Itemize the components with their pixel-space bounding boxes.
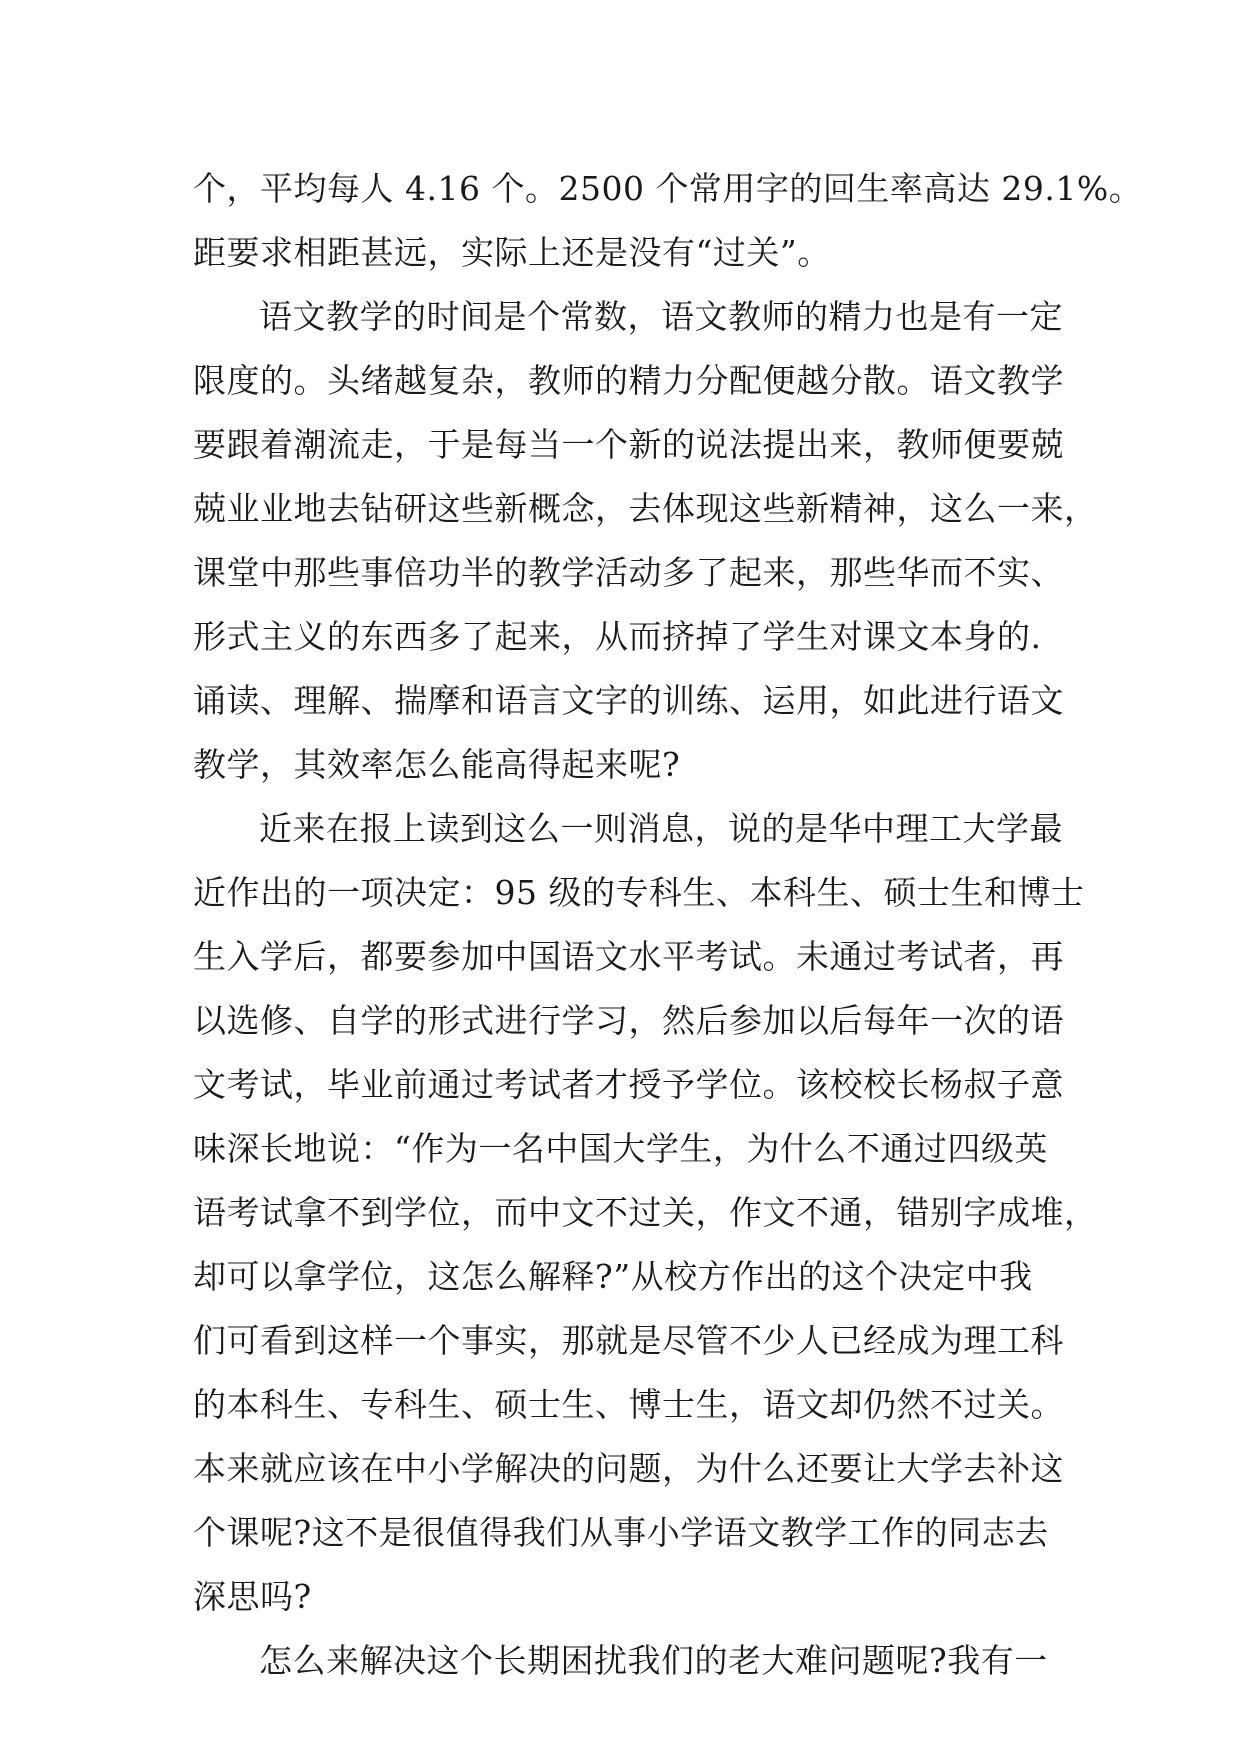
paragraph-first-line: 语文教学的时间是个常数，语文教师的精力也是有一定 [259, 297, 1063, 336]
text-line: 教学，其效率怎么能高得起来呢? [193, 745, 681, 784]
text-line: 们可看到这样一个事实，那就是尽管不少人已经成为理工科 [193, 1321, 1064, 1360]
text-line: 语考试拿不到学位，而中文不过关，作文不通，错别字成堆， [193, 1193, 1098, 1232]
text-line: 近作出的一项决定：95 级的专科生、本科生、硕士生和博士 [193, 873, 1085, 912]
text-line: 距要求相距甚远，实际上还是没有“过关”。 [193, 233, 831, 272]
text-line: 深思吗? [193, 1577, 312, 1616]
text-line: 诵读、理解、揣摩和语言文字的训练、运用，如此进行语文 [193, 681, 1064, 720]
text-line: 本来就应该在中小学解决的问题，为什么还要让大学去补这 [193, 1449, 1064, 1488]
text-line: 味深长地说：“作为一名中国大学生，为什么不通过四级英 [193, 1129, 1048, 1168]
text-line: 要跟着潮流走，于是每当一个新的说法提出来，教师便要兢 [193, 425, 1064, 464]
text-line: 形式主义的东西多了起来，从而挤掉了学生对课文本身的. [193, 617, 1042, 656]
text-line: 个课呢?这不是很值得我们从事小学语文教学工作的同志去 [193, 1513, 1049, 1552]
text-line: 兢业业地去钻研这些新概念，去体现这些新精神，这么一来， [193, 489, 1098, 528]
paragraph-first-line: 怎么来解决这个长期困扰我们的老大难问题呢?我有一 [259, 1641, 1048, 1680]
text-line: 生入学后，都要参加中国语文水平考试。未通过考试者，再 [193, 937, 1064, 976]
text-line: 以选修、自学的形式进行学习，然后参加以后每年一次的语 [193, 1001, 1064, 1040]
text-line: 课堂中那些事倍功半的教学活动多了起来，那些华而不实、 [193, 553, 1064, 592]
text-line: 却可以拿学位，这怎么解释?”从校方作出的这个决定中我 [193, 1257, 1033, 1296]
text-line: 的本科生、专科生、硕士生、博士生，语文却仍然不过关。 [193, 1385, 1064, 1424]
text-line: 个，平均每人 4.16 个。2500 个常用字的回生率高达 29.1%。 [193, 169, 1143, 208]
text-line: 文考试，毕业前通过考试者才授予学位。该校校长杨叔子意 [193, 1065, 1064, 1104]
body-text [193, 157, 1143, 1693]
paragraph-first-line: 近来在报上读到这么一则消息，说的是华中理工大学最 [259, 809, 1063, 848]
text-line: 限度的。头绪越复杂，教师的精力分配便越分散。语文教学 [193, 361, 1064, 400]
